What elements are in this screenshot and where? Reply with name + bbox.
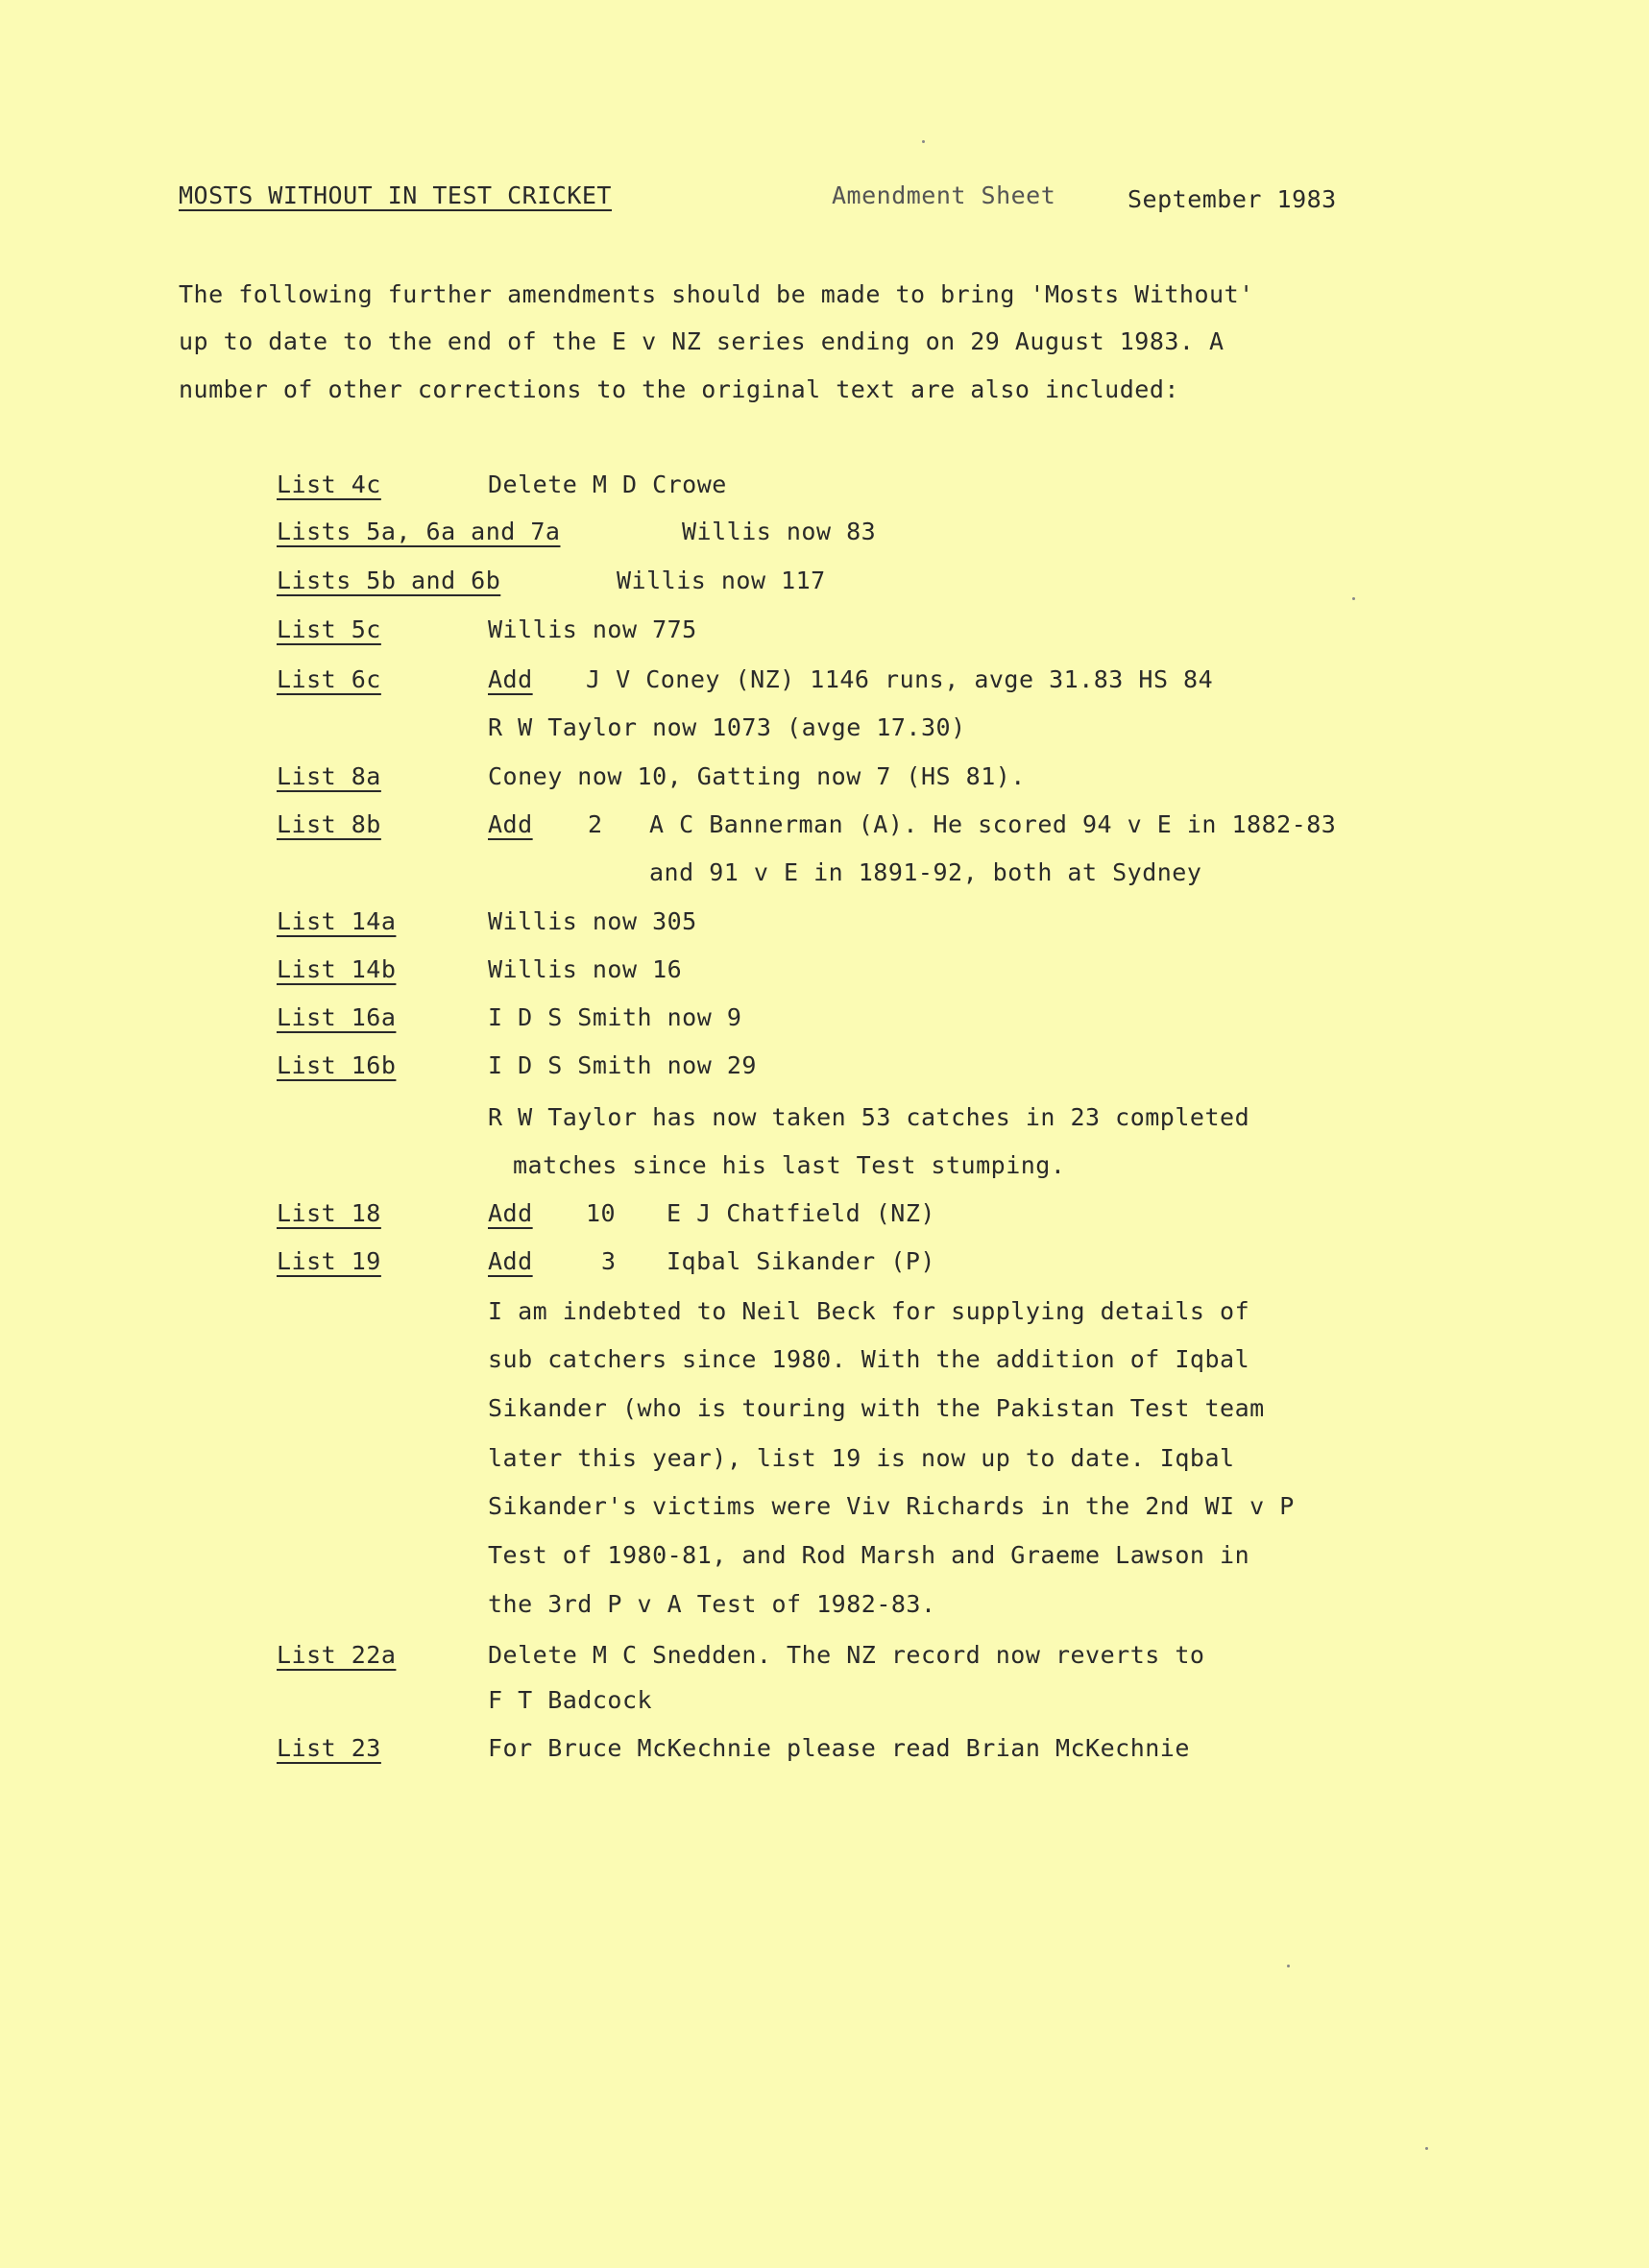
paragraph-line: the 3rd P v A Test of 1982-83. — [488, 1590, 936, 1618]
list-amendment: Willis now 117 — [617, 567, 826, 594]
paragraph-line: sub catchers since 1980. With the addition of Iqbal — [488, 1345, 1250, 1373]
paragraph-line: Sikander's victims were Viv Richards in the 2nd WI v P — [488, 1492, 1295, 1520]
list-label: List 8b — [277, 810, 381, 838]
paragraph-line: I am indebted to Neil Beck for supplying details of — [488, 1297, 1250, 1325]
list-amendment-continued: F T Badcock — [488, 1686, 653, 1714]
entry-number: 3 — [601, 1247, 617, 1275]
list-label: Lists 5b and 6b — [277, 567, 501, 594]
list-label: List 6c — [277, 665, 381, 693]
list-amendment: Willis now 83 — [682, 518, 877, 545]
add-marker: Add — [488, 1247, 533, 1275]
list-amendment: I D S Smith now 29 — [488, 1051, 757, 1079]
list-label: List 18 — [277, 1199, 381, 1227]
list-amendment: E J Chatfield (NZ) — [667, 1199, 935, 1227]
list-amendment: Willis now 16 — [488, 955, 683, 983]
paragraph-line: Test of 1980-81, and Rod Marsh and Graeme Lawson in — [488, 1541, 1250, 1569]
list-label: List 5c — [277, 615, 381, 643]
list-amendment: I D S Smith now 9 — [488, 1003, 742, 1031]
list-label: List 14a — [277, 907, 397, 935]
add-marker: Add — [488, 1199, 533, 1227]
list-amendment: Iqbal Sikander (P) — [667, 1247, 935, 1275]
list-amendment: Coney now 10, Gatting now 7 (HS 81). — [488, 762, 1026, 790]
sheet-date: September 1983 — [1128, 185, 1337, 213]
document-title: MOSTS WITHOUT IN TEST CRICKET — [179, 181, 612, 209]
list-label: List 16a — [277, 1003, 397, 1031]
list-label: List 4c — [277, 470, 381, 498]
intro-line: up to date to the end of the E v NZ series ending on 29 August 1983. A — [179, 327, 1225, 355]
sheet-type: Amendment Sheet — [832, 181, 1056, 209]
list-amendment: A C Bannerman (A). He scored 94 v E in 1882-83 — [649, 810, 1337, 838]
list-amendment: Delete M C Snedden. The NZ record now reverts to — [488, 1641, 1205, 1669]
add-marker: Add — [488, 665, 533, 693]
entry-number: 2 — [588, 810, 603, 838]
note-line: R W Taylor has now taken 53 catches in 23 completed — [488, 1103, 1250, 1131]
list-amendment: J V Coney (NZ) 1146 runs, avge 31.83 HS 84 — [586, 665, 1214, 693]
add-marker: Add — [488, 810, 533, 838]
list-label: List 23 — [277, 1734, 381, 1762]
paper-speck — [1425, 2147, 1428, 2150]
list-amendment: Delete M D Crowe — [488, 470, 727, 498]
paragraph-line: Sikander (who is touring with the Pakistan Test team — [488, 1394, 1265, 1422]
paragraph-line: later this year), list 19 is now up to date. Iqbal — [488, 1444, 1235, 1472]
list-amendment: Willis now 775 — [488, 615, 697, 643]
list-label: Lists 5a, 6a and 7a — [277, 518, 561, 545]
note-line: matches since his last Test stumping. — [513, 1151, 1066, 1179]
list-amendment-continued: R W Taylor now 1073 (avge 17.30) — [488, 713, 966, 741]
paper-speck — [1352, 597, 1355, 600]
list-amendment-continued: and 91 v E in 1891-92, both at Sydney — [649, 858, 1202, 886]
list-label: List 19 — [277, 1247, 381, 1275]
paper-speck — [922, 140, 925, 143]
list-label: List 16b — [277, 1051, 397, 1079]
list-amendment: Willis now 305 — [488, 907, 697, 935]
list-label: List 8a — [277, 762, 381, 790]
list-label: List 22a — [277, 1641, 397, 1669]
entry-number: 10 — [586, 1199, 617, 1227]
list-amendment: For Bruce McKechnie please read Brian McKechnie — [488, 1734, 1190, 1762]
paper-speck — [1287, 1965, 1290, 1967]
list-label: List 14b — [277, 955, 397, 983]
intro-line: The following further amendments should be made to bring 'Mosts Without' — [179, 280, 1254, 308]
intro-line: number of other corrections to the original text are also included: — [179, 375, 1179, 403]
